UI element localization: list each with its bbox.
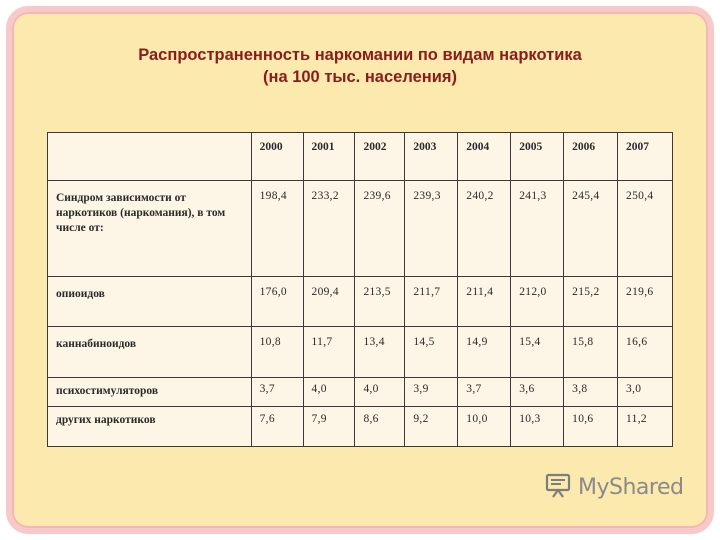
table-cell: 176,0 [251, 277, 303, 327]
table-cell: 7,6 [251, 407, 303, 447]
table-cell: 212,0 [511, 277, 564, 327]
table-cell: 10,8 [251, 327, 303, 378]
table-cell: 211,7 [405, 277, 458, 327]
table-cell: 233,2 [303, 181, 355, 277]
table-cell: 16,6 [618, 327, 673, 378]
header-row [48, 133, 673, 181]
prevalence-table [47, 132, 673, 447]
year-header: 2001 [303, 133, 355, 181]
table-cell: 10,3 [511, 407, 564, 447]
logo-text: MyShared [578, 474, 684, 500]
year-header: 2006 [564, 133, 618, 181]
table-cell: 211,4 [458, 277, 511, 327]
table-cell: 10,0 [458, 407, 511, 447]
table-row [48, 327, 673, 378]
year-header: 2002 [355, 133, 405, 181]
table-cell: 219,6 [618, 277, 673, 327]
table-cell: 4,0 [303, 378, 355, 407]
slide-title [0, 44, 720, 88]
row-label: психостимуляторов [48, 378, 252, 407]
table-cell: 8,6 [355, 407, 405, 447]
year-header: 2004 [458, 133, 511, 181]
row-label: опиоидов [48, 277, 252, 327]
table-row [48, 277, 673, 327]
table-cell: 14,9 [458, 327, 511, 378]
myshared-logo[interactable] [544, 472, 683, 502]
table-cell: 3,9 [405, 378, 458, 407]
table-cell: 3,0 [618, 378, 673, 407]
table-cell: 4,0 [355, 378, 405, 407]
table-cell: 213,5 [355, 277, 405, 327]
presentation-board-icon [544, 471, 572, 504]
table-row [48, 378, 673, 407]
table-cell: 3,6 [511, 378, 564, 407]
table-row [48, 407, 673, 447]
table-cell: 3,7 [458, 378, 511, 407]
table-cell: 10,6 [564, 407, 618, 447]
table-cell: 14,5 [405, 327, 458, 378]
row-label: других наркотиков [48, 407, 252, 447]
table-cell: 11,2 [618, 407, 673, 447]
row-label: Синдром зависимости от наркотиков (наркомания), в том числе от: [48, 181, 252, 277]
table-cell: 198,4 [251, 181, 303, 277]
table-cell: 15,4 [511, 327, 564, 378]
table-cell: 15,8 [564, 327, 618, 378]
table-cell: 215,2 [564, 277, 618, 327]
title-line-2: (на 100 тыс. населения) [262, 68, 458, 86]
year-header: 2003 [405, 133, 458, 181]
table-cell: 3,8 [564, 378, 618, 407]
year-header: 2007 [618, 133, 673, 181]
title-line-1: Распространенность наркомании по видам наркотика [138, 46, 582, 64]
table-cell: 239,3 [405, 181, 458, 277]
header-empty-cell [48, 133, 252, 181]
table-cell: 250,4 [618, 181, 673, 277]
table-cell: 240,2 [458, 181, 511, 277]
table-cell: 245,4 [564, 181, 618, 277]
table-cell: 3,7 [251, 378, 303, 407]
table-cell: 239,6 [355, 181, 405, 277]
table-cell: 11,7 [303, 327, 355, 378]
table-row [48, 181, 673, 277]
table-cell: 241,3 [511, 181, 564, 277]
table-cell: 209,4 [303, 277, 355, 327]
row-label: каннабиноидов [48, 327, 252, 378]
year-header: 2000 [251, 133, 303, 181]
table-cell: 13,4 [355, 327, 405, 378]
table-cell: 7,9 [303, 407, 355, 447]
year-header: 2005 [511, 133, 564, 181]
table-cell: 9,2 [405, 407, 458, 447]
